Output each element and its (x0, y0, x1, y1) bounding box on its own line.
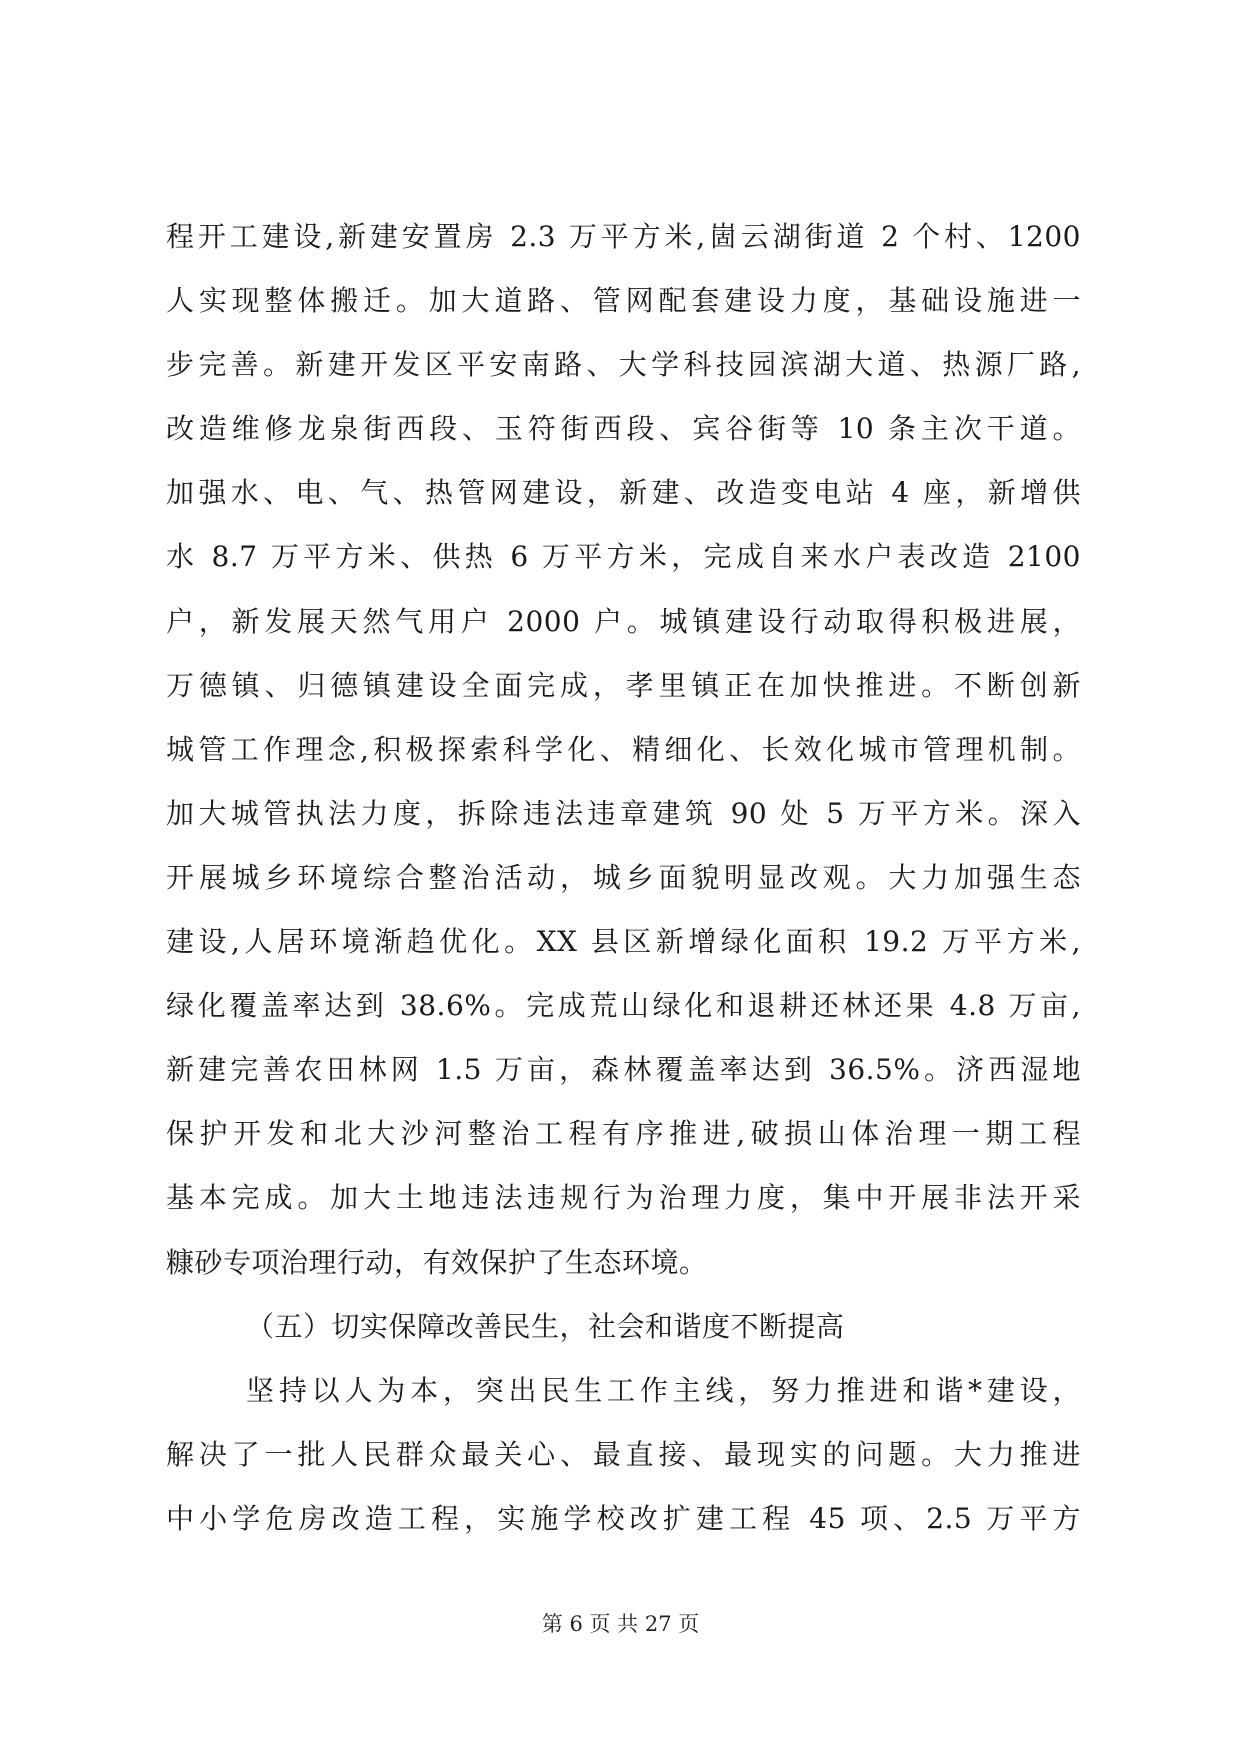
text-line: 坚持以人为本，突出民生工作主线，努力推进和谐*建设， (246, 1373, 1081, 1407)
text-line: 绿化覆盖率达到 38.6%。完成荒山绿化和退耕还林还果 4.8 万亩, (166, 989, 1081, 1023)
text-line: 基本完成。加大土地违法违规行为治理力度，集中开展非法开采 (166, 1181, 1081, 1215)
text-line: 水 8.7 万平方米、供热 6 万平方米，完成自来水户表改造 2100 (166, 540, 1081, 574)
text-line: 新建完善农田林网 1.5 万亩，森林覆盖率达到 36.5%。济西湿地 (166, 1053, 1081, 1087)
text-line: 万德镇、归德镇建设全面完成，孝里镇正在加快推进。不断创新 (166, 668, 1081, 702)
text-line: 建设,人居环境渐趋优化。XX 县区新增绿化面积 19.2 万平方米, (166, 925, 1081, 959)
text-line: 保护开发和北大沙河整治工程有序推进,破损山体治理一期工程 (166, 1117, 1081, 1151)
text-line: 户，新发展天然气用户 2000 户。城镇建设行动取得积极进展， (166, 604, 1081, 638)
text-line: 解决了一批人民群众最关心、最直接、最现实的问题。大力推进 (166, 1437, 1081, 1471)
text-line: 城管工作理念,积极探索科学化、精细化、长效化城市管理机制。 (166, 732, 1081, 766)
text-line: 步完善。新建开发区平安南路、大学科技园滨湖大道、热源厂路, (166, 348, 1081, 382)
text-line: 改造维修龙泉街西段、玉符街西段、宾谷街等 10 条主次干道。 (166, 412, 1081, 446)
text-line: 糠砂专项治理行动，有效保护了生态环境。 (166, 1245, 708, 1279)
text-line: 开展城乡环境综合整治活动，城乡面貌明显改观。大力加强生态 (166, 860, 1081, 894)
text-line: 加大城管执法力度，拆除违法违章建筑 90 处 5 万平方米。深入 (166, 796, 1081, 830)
text-line: 中小学危房改造工程，实施学校改扩建工程 45 项、2.5 万平方 (166, 1501, 1081, 1535)
text-line: 程开工建设,新建安置房 2.3 万平方米,崮云湖街道 2 个村、1200 (166, 220, 1081, 253)
body-text (166, 205, 1081, 1551)
page-number-footer: 第 6 页 共 27 页 (541, 1612, 700, 1636)
section-heading: （五）切实保障改善民生，社会和谐度不断提高 (246, 1309, 845, 1343)
text-line: 人实现整体搬迁。加大道路、管网配套建设力度，基础设施进一 (166, 284, 1081, 318)
text-line: 加强水、电、气、热管网建设，新建、改造变电站 4 座，新增供 (166, 476, 1081, 510)
